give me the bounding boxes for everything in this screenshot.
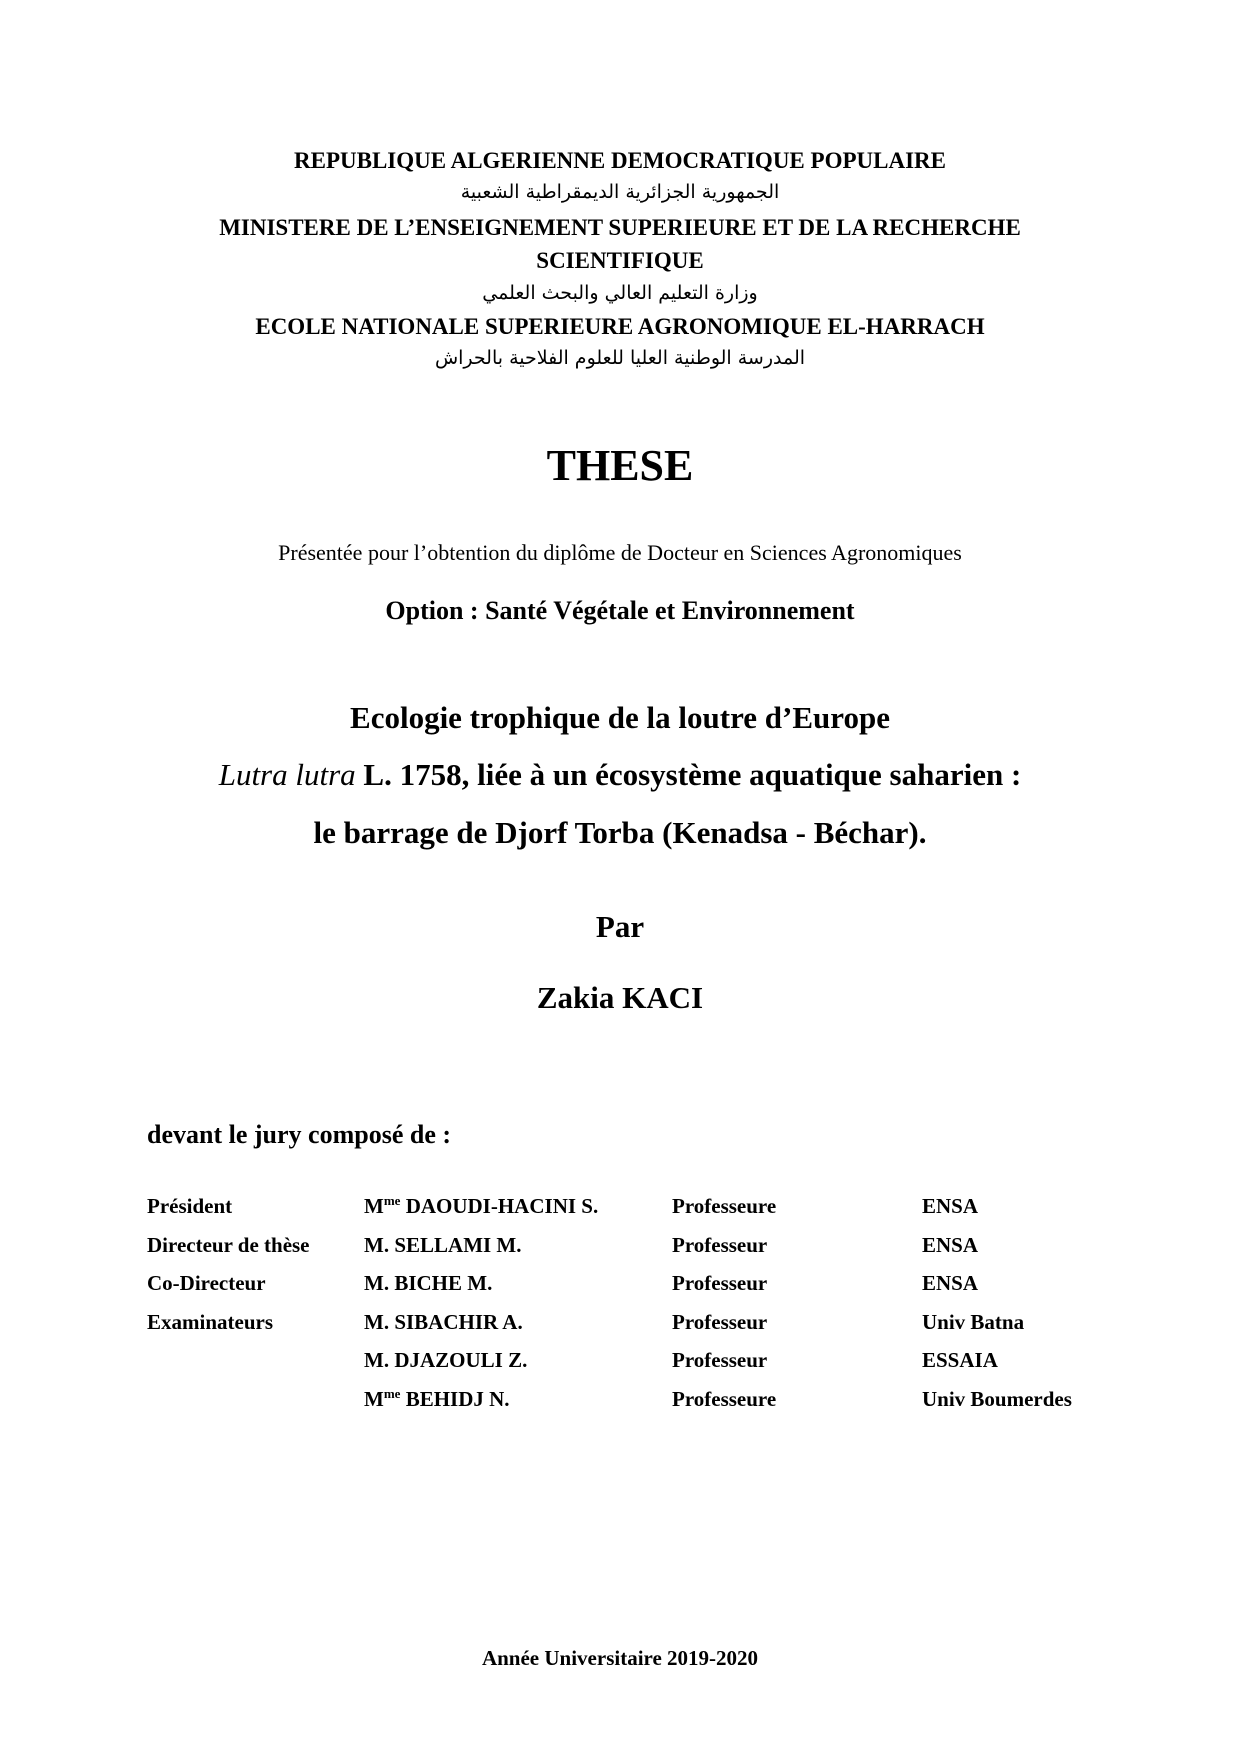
jury-intro: devant le jury composé de : (147, 1120, 452, 1149)
jury-row (147, 1271, 1147, 1301)
jury-row (147, 1310, 1147, 1340)
jury-grade: Professeur (672, 1348, 768, 1372)
presented-for: Présentée pour l’obtention du diplôme de Docteur en Sciences Agronomiques (278, 540, 962, 565)
jury-grade: Professeur (672, 1310, 768, 1334)
jury-grade: Professeure (672, 1194, 777, 1218)
jury-role: Président (147, 1194, 233, 1218)
jury-role: Examinateurs (147, 1310, 273, 1334)
jury-grade: Professeur (672, 1233, 768, 1257)
thesis-title-line1: Ecologie trophique de la loutre d’Europe (350, 700, 890, 735)
document-type: THESE (546, 441, 694, 490)
by-label: Par (595, 909, 645, 944)
jury-institution: ESSAIA (922, 1348, 998, 1372)
jury-name: $M^{me}$ BEHIDJ N. (364, 1386, 510, 1411)
jury-row (147, 1194, 1147, 1224)
jury-institution: ENSA (922, 1233, 979, 1257)
jury-row (147, 1387, 1147, 1417)
jury-name: $M^{me}$ DAOUDI-HACINI S. (364, 1193, 599, 1218)
jury-row (147, 1348, 1147, 1378)
jury-institution: ENSA (922, 1194, 979, 1218)
species-name: Lutra lutra (218, 757, 356, 792)
ministry-heading-arabic: وزارة التعليم العالي والبحث العلمي (482, 282, 758, 304)
jury-institution: Univ Boumerdes (922, 1387, 1072, 1411)
jury-name: M. BICHE M. (364, 1271, 493, 1295)
academic-year: Année Universitaire 2019-2020 (481, 1646, 759, 1670)
jury-name: M. DJAZOULI Z. (364, 1348, 528, 1372)
jury-role: Directeur de thèse (147, 1233, 310, 1257)
jury-name: M. SIBACHIR A. (364, 1310, 523, 1334)
republic-heading: REPUBLIQUE ALGERIENNE DEMOCRATIQUE POPULAIRE (294, 148, 946, 173)
jury-institution: Univ Batna (922, 1310, 1025, 1334)
author-name: Zakia KACI (536, 980, 704, 1015)
school-heading-arabic: المدرسة الوطنية العليا للعلوم الفلاحية بالحراش (434, 347, 806, 369)
jury-grade: Professeur (672, 1271, 768, 1295)
ministry-heading-line1: MINISTERE DE L’ENSEIGNEMENT SUPERIEURE ET DE LA RECHERCHE (219, 215, 1021, 240)
jury-name: M. SELLAMI M. (364, 1233, 522, 1257)
school-heading: ECOLE NATIONALE SUPERIEURE AGRONOMIQUE EL-HARRACH (255, 314, 985, 339)
jury-row (147, 1233, 1147, 1263)
jury-institution: ENSA (922, 1271, 979, 1295)
thesis-title-line2-rest: L. 1758, liée à un écosystème aquatique saharien : (355, 757, 1022, 792)
option-line: Option : Santé Végétale et Environnement (385, 596, 855, 625)
jury-grade: Professeure (672, 1387, 777, 1411)
republic-heading-arabic: الجمهورية الجزائرية الديمقراطية الشعبية (460, 181, 780, 203)
thesis-title-line3: le barrage de Djorf Torba (Kenadsa - Béchar). (313, 815, 927, 850)
thesis-title-line2 (0, 757, 1240, 793)
ministry-heading-line2: SCIENTIFIQUE (536, 248, 704, 273)
jury-role: Co-Directeur (147, 1271, 266, 1295)
